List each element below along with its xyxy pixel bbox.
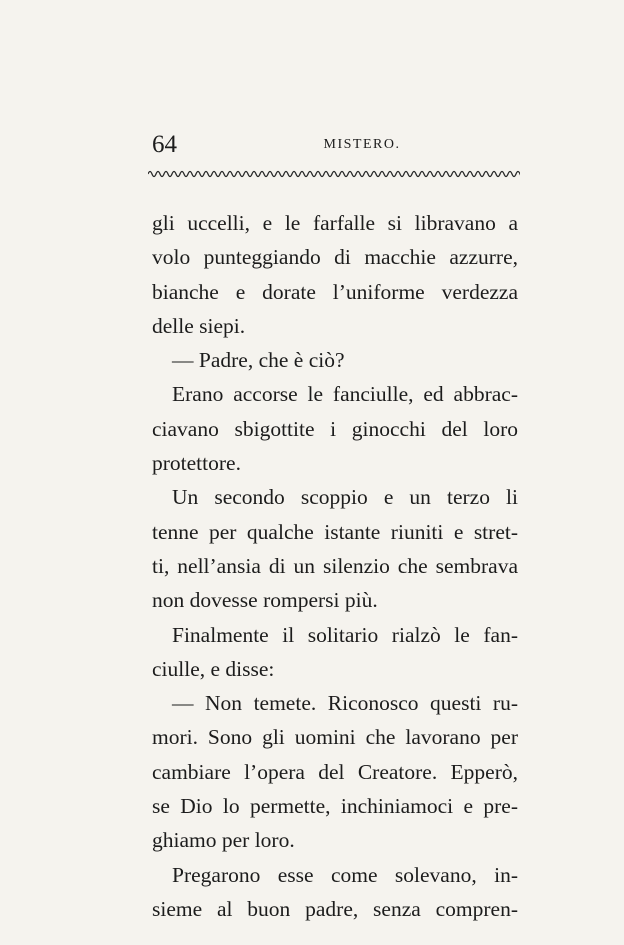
text-line: delle siepi. bbox=[152, 313, 246, 338]
text-line: ghiamo per loro. bbox=[152, 828, 295, 853]
text-line: cambiare l’opera del Creatore. Epperò, bbox=[152, 759, 518, 784]
text-line: bianche e dorate l’uniforme verdezza bbox=[152, 279, 518, 304]
text-line: Pregarono esse come solevano, in- bbox=[172, 862, 518, 887]
text-line: ciavano sbigottite i ginocchi del loro bbox=[152, 416, 518, 441]
text-line: ciulle, e disse: bbox=[152, 656, 275, 681]
text-line: — Non temete. Riconosco questi ru- bbox=[172, 691, 518, 716]
text-line: volo punteggiando di macchie azzurre, bbox=[152, 245, 518, 270]
page-number: 64 bbox=[152, 131, 177, 158]
text-line: protettore. bbox=[152, 451, 241, 476]
body-text bbox=[152, 206, 518, 926]
running-title: MISTERO. bbox=[323, 137, 401, 152]
text-line: Erano accorse le fanciulle, ed abbrac- bbox=[172, 382, 518, 407]
text-line: gli uccelli, e le farfalle si libravano a bbox=[152, 211, 518, 235]
text-line: sieme al buon padre, senza compren- bbox=[152, 896, 518, 921]
text-line: ti, nell’ansia di un silenzio che sembrava bbox=[152, 553, 518, 578]
text-line: se Dio lo permette, inchiniamoci e pre- bbox=[152, 794, 518, 819]
ornamental-rule bbox=[148, 168, 520, 180]
text-line: — Padre, che è ciò? bbox=[172, 348, 345, 373]
text-line: Un secondo scoppio e un terzo li bbox=[172, 485, 518, 510]
page-header bbox=[152, 130, 518, 160]
text-line: tenne per qualche istante riuniti e stret- bbox=[152, 519, 518, 544]
text-line: mori. Sono gli uomini che lavorano per bbox=[152, 725, 518, 750]
text-line: Finalmente il solitario rialzò le fan- bbox=[172, 622, 518, 647]
text-line: non dovesse rompersi più. bbox=[152, 588, 378, 613]
